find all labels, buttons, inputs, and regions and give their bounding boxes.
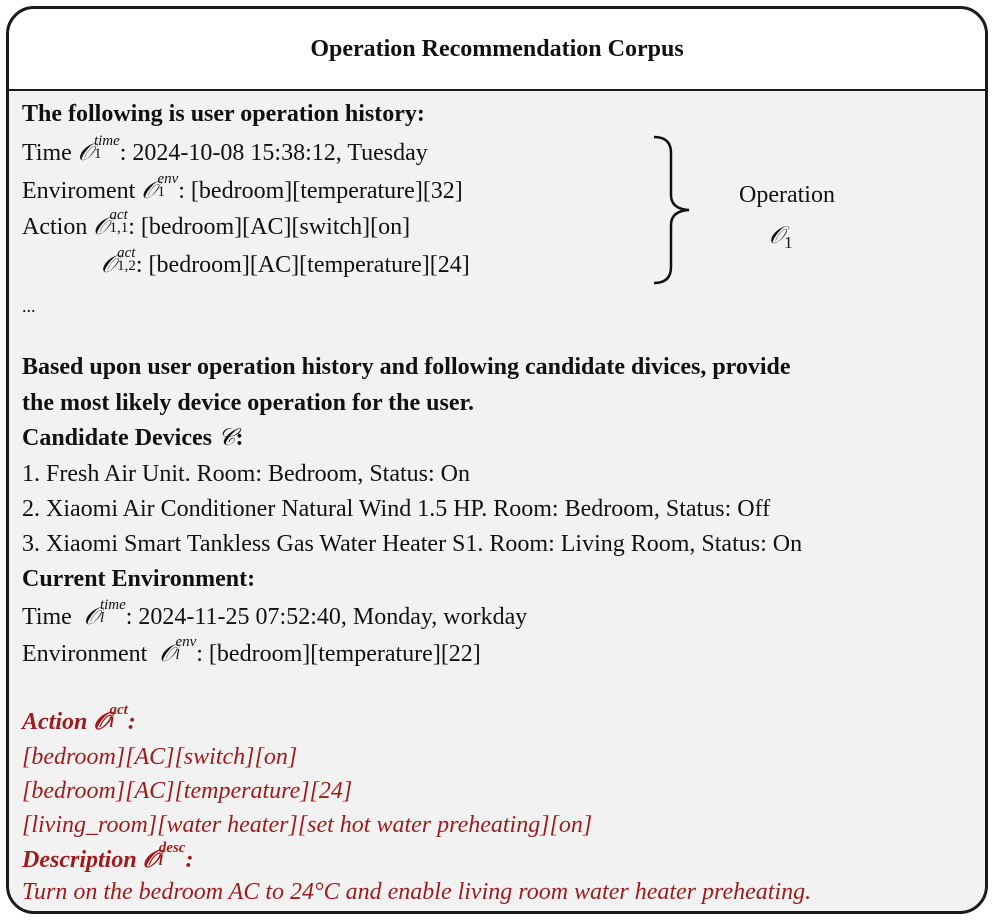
history-time-line: Time 𝒪 time 1 : 2024-10-08 15:38:12, Tuesday [22,133,428,166]
operation-symbol: 𝒪 [159,639,175,667]
operation-symbol: 𝒪 [141,176,157,204]
current-env-heading: Current Environment: [22,566,256,592]
candidate-item-1: 1. Fresh Air Unit. Room: Bedroom, Status: On [22,461,471,487]
operation-symbol: 𝒪 [83,602,99,630]
answer-description: Turn on the bedroom AC to 24°C and enable living room water heater preheating. [22,879,812,905]
history-ellipsis: ... [22,296,36,316]
operation-symbol: 𝒪 [77,138,93,166]
current-time-line: Time 𝒪 time l : 2024-11-25 07:52:40, Monday, workday [22,597,528,630]
instruction-line-1: Based upon user operation history and following candidate divices, provide [22,354,791,380]
answer-action-3: [living_room][water heater][set hot water preheating][on] [22,812,593,838]
operation-symbol: 𝒪 [93,212,109,240]
brace-label: Operation [739,182,835,208]
candidate-item-2: 2. Xiaomi Air Conditioner Natural Wind 1.5 HP. Room: Bedroom, Status: Off [22,496,771,522]
candidate-item-3: 3. Xiaomi Smart Tankless Gas Water Heater S1. Room: Living Room, Status: On [22,531,803,557]
title-bar [9,9,985,91]
history-env-line: Enviroment 𝒪 env 1 : [bedroom][temperature][32] [22,171,463,204]
answer-action-heading: Action 𝒪 act l : [22,702,136,735]
card-title: Operation Recommendation Corpus [310,35,684,62]
brace-icon [649,135,699,285]
history-action-line-2: 𝒪 act 1,2 : [bedroom][AC][temperature][24] [101,245,470,278]
brace-symbol: 𝒪$_1$ [769,221,793,252]
answer-action-2: [bedroom][AC][temperature][24] [22,778,353,804]
operation-symbol: 𝒪 [101,250,117,278]
history-heading: The following is user operation history: [22,101,425,127]
instruction-line-2: the most likely device operation for the user. [22,390,474,416]
corpus-card [6,6,988,914]
answer-action-1: [bedroom][AC][switch][on] [22,744,298,770]
candidates-heading: Candidate Devices 𝒞: [22,423,244,451]
history-action-line-1: Action 𝒪 act 1,1 : [bedroom][AC][switch][on] [22,207,411,240]
answer-description-heading: Description 𝒪 desc l : [22,840,194,873]
current-env-line: Environment 𝒪 env l : [bedroom][temperature][22] [22,634,481,667]
